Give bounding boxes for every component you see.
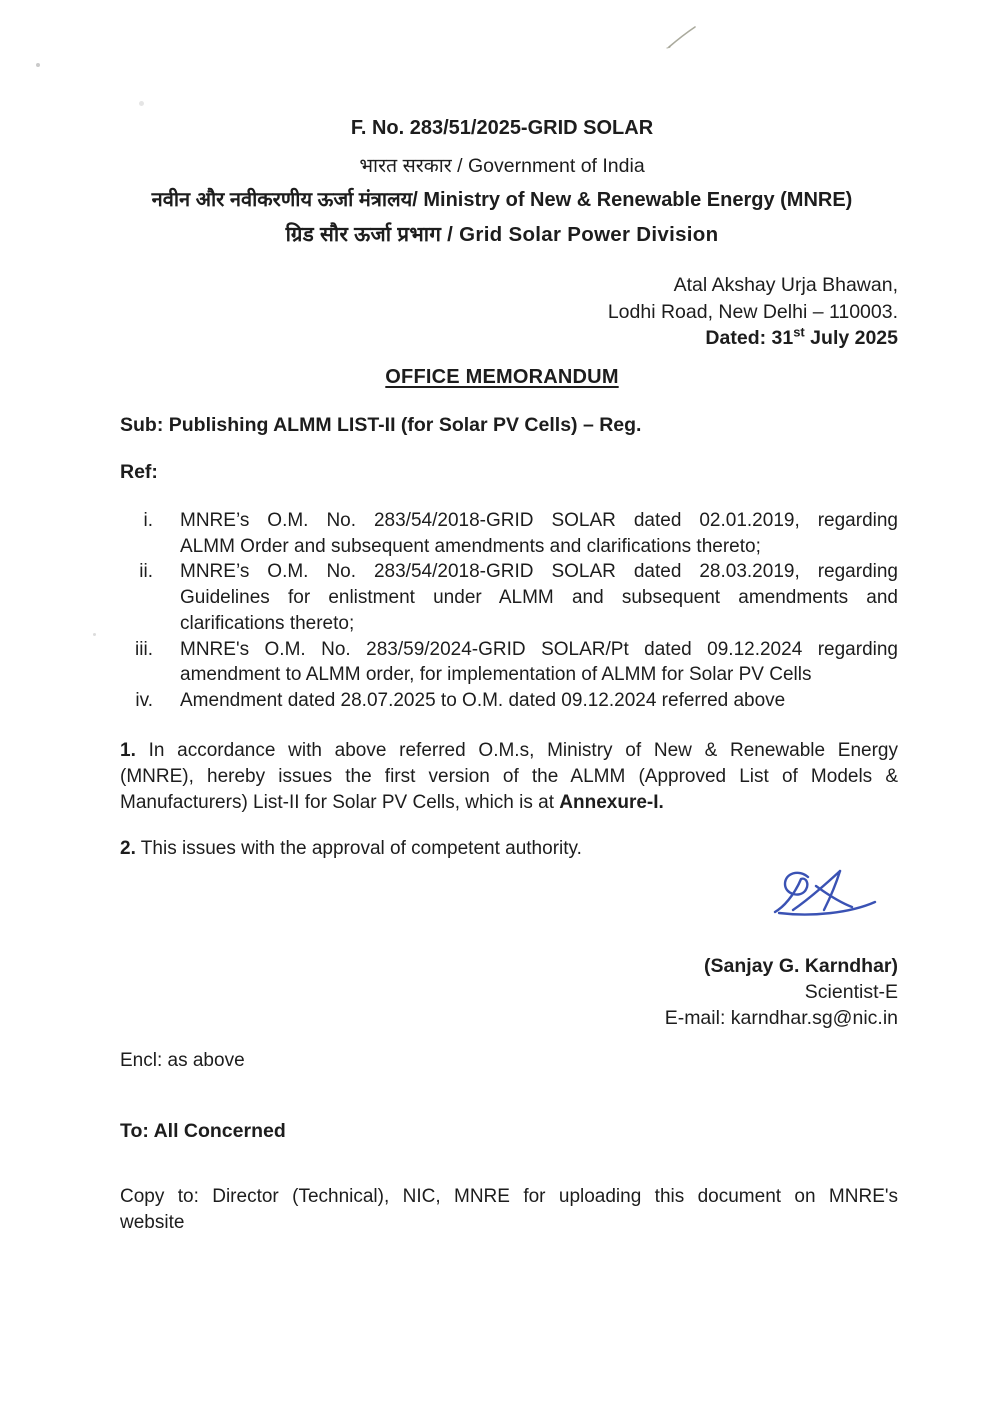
reference-numeral: ii. (139, 561, 153, 583)
paragraph-1: 1. In accordance with above referred O.M.s, Ministry of New & Renewable Energy (MNRE), hereby issues the first version of the ALMM (Approved List of Models & Manufacturers) List-II for Solar PV Cells, which is at Annexure-I. (120, 740, 898, 813)
file-number: F. No. 283/51/2025-GRID SOLAR (350, 117, 654, 139)
reference-item (120, 637, 898, 688)
reference-text: MNRE's O.M. No. 283/59/2024-GRID SOLAR/Pt dated 09.12.2024 regarding amendment to ALMM order, for implementation of ALMM for Solar PV Cells (180, 638, 898, 686)
reference-item (120, 688, 898, 714)
ref-label: Ref: (120, 461, 158, 483)
reference-numeral: iv. (135, 689, 153, 711)
reference-item (120, 559, 898, 636)
signatory-email: E-mail: karndhar.sg@nic.in (664, 1006, 898, 1029)
address-line: Lodhi Road, New Delhi – 110003. (607, 300, 898, 323)
scan-speck (93, 633, 96, 636)
memo-title: OFFICE MEMORANDUM (385, 366, 619, 388)
date-line: Dated: 31st July 2025 (705, 324, 898, 349)
subject-line: Sub: Publishing ALMM LIST-II (for Solar PV Cells) – Reg. (120, 414, 642, 436)
signatory-name: (Sanjay G. Karndhar) (704, 955, 898, 977)
address-line: Atal Akshay Urja Bhawan, (673, 274, 898, 296)
signature-ink (770, 866, 880, 922)
division-line: ग्रिड सौर ऊर्जा प्रभाग / Grid Solar Power Division (285, 223, 719, 246)
signatory-block (665, 954, 898, 1031)
paragraph-number: 2. (120, 838, 136, 859)
copy-to-block: Copy to: Director (Technical), NIC, MNRE for uploading this document on MNRE's website (120, 1186, 898, 1233)
address-block (608, 272, 898, 352)
paragraph-2: 2. This issues with the approval of competent authority. (120, 838, 582, 859)
reference-text: MNRE’s O.M. No. 283/54/2018-GRID SOLAR dated 28.03.2019, regarding Guidelines for enlistment under ALMM and subsequent amendments and clarifications thereto; (180, 561, 898, 634)
scan-speck (36, 63, 40, 67)
enclosure-line: Encl: as above (120, 1050, 245, 1071)
signatory-designation: Scientist-E (804, 980, 898, 1003)
reference-numeral: i. (143, 510, 153, 531)
annexure-reference: Annexure-I. (559, 792, 664, 813)
scan-speck (139, 101, 144, 106)
ministry-line: नवीन और नवीकरणीय ऊर्जा मंत्रालय/ Ministry of New & Renewable Energy (MNRE) (151, 189, 853, 211)
reference-list (120, 508, 898, 714)
government-of-india-line: भारत सरकार / Government of India (359, 155, 645, 177)
paragraph-number: 1. (120, 740, 136, 761)
reference-item (120, 508, 898, 559)
pen-tick-mark (664, 24, 700, 52)
to-line: To: All Concerned (120, 1120, 286, 1142)
reference-text: Amendment dated 28.07.2025 to O.M. dated 09.12.2024 referred above (180, 689, 786, 711)
date-ordinal: st (793, 324, 805, 340)
reference-text: MNRE’s O.M. No. 283/54/2018-GRID SOLAR dated 02.01.2019, regarding ALMM Order and subsequent amendments and clarifications thereto; (180, 510, 898, 557)
reference-numeral: iii. (135, 638, 153, 660)
